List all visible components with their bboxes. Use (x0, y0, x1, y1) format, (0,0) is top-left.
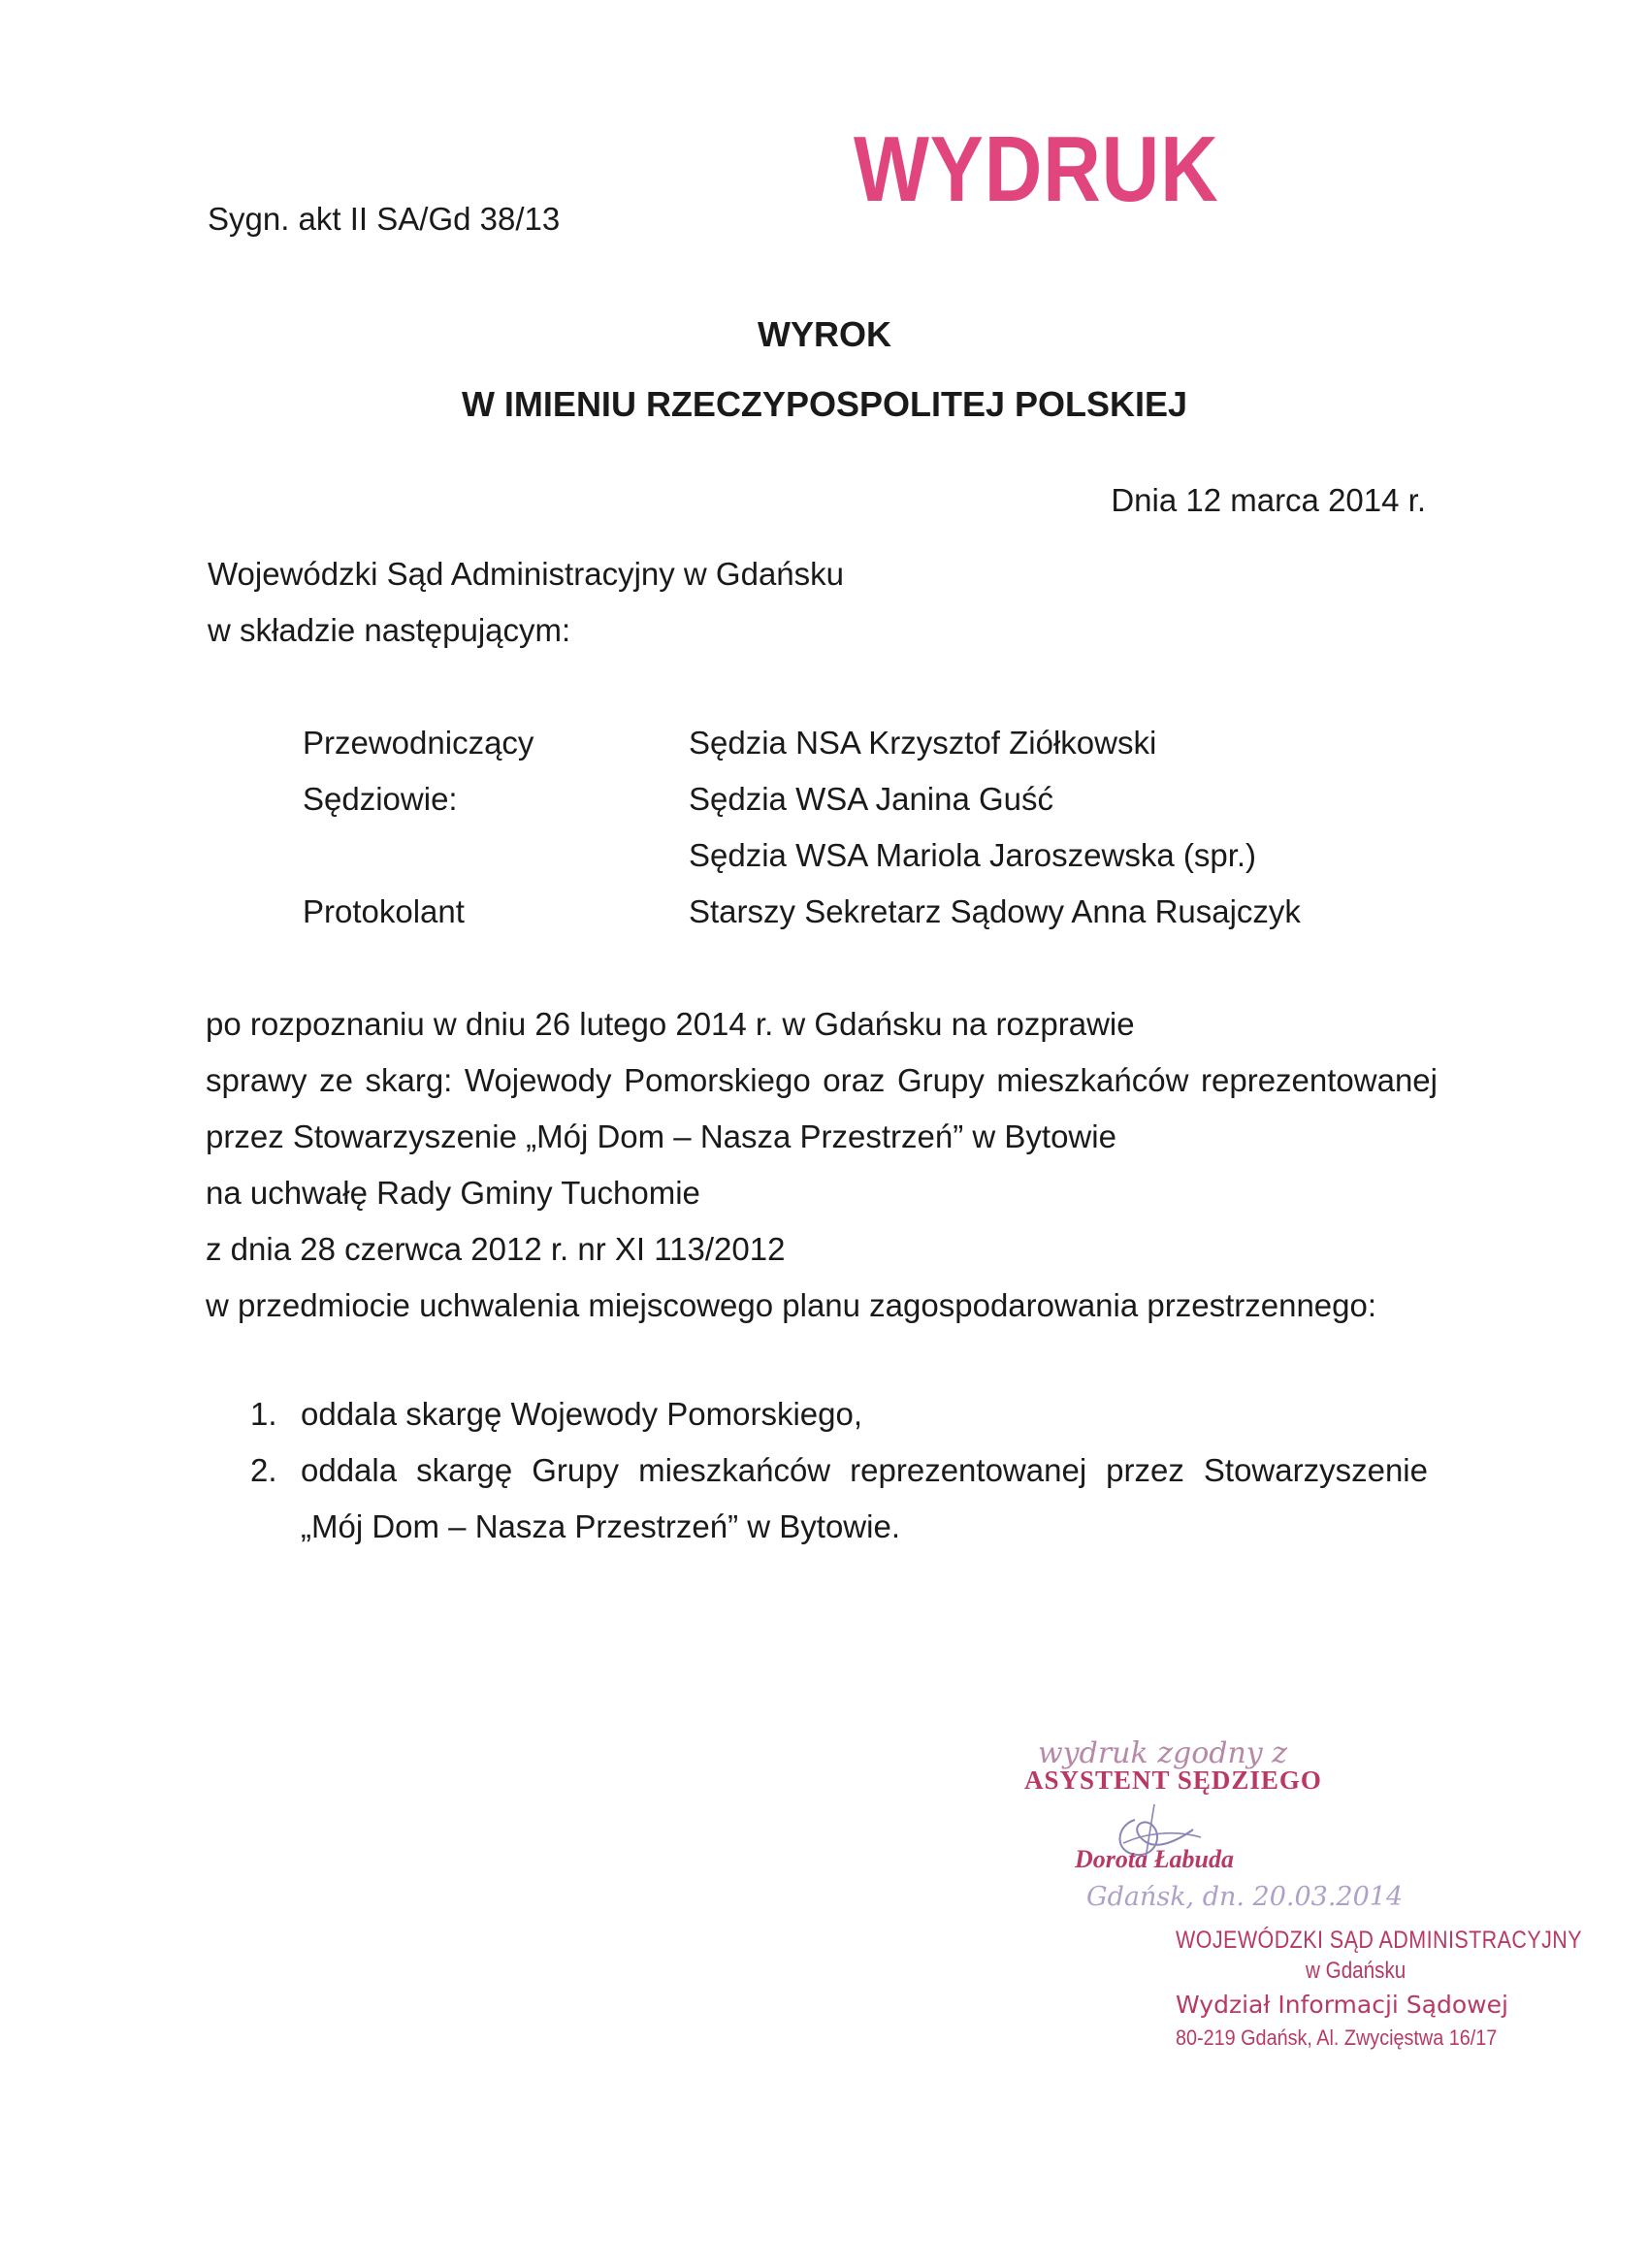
case-description-line: z dnia 28 czerwca 2012 r. nr XI 113/2012 (206, 1231, 786, 1267)
composition-value: Starszy Sekretarz Sądowy Anna Rusajczyk (689, 893, 1301, 929)
wydruk-stamp: WYDRUK (854, 117, 1219, 221)
composition-label: Protokolant (303, 893, 465, 929)
stamp-name: Dorota Łabuda (1075, 1845, 1234, 1873)
ruling-text: oddala skargę Wojewody Pomorskiego, (301, 1396, 863, 1432)
ruling-item (250, 1451, 1428, 1546)
ruling-list (250, 1395, 1428, 1546)
document-subtitle: W IMIENIU RZECZYPOSPOLITEJ POLSKIEJ (461, 384, 1188, 424)
composition-value: Sędzia WSA Mariola Jaroszewska (spr.) (689, 837, 1257, 873)
stamp-address: 80-219 Gdańsk, Al. Zwycięstwa 16/17 (1176, 2025, 1498, 2050)
composition-label: Przewodniczący (303, 725, 534, 761)
composition-value: Sędzia NSA Krzysztof Ziółkowski (689, 725, 1157, 761)
certification-stamp (1009, 1736, 1583, 2076)
ruling-item (250, 1395, 1428, 1451)
case-signature: Sygn. akt II SA/Gd 38/13 (208, 201, 561, 237)
stamp-department: Wydział Informacji Sądowej (1176, 1991, 1508, 2019)
handwritten-note: wydruk zgodny z (1038, 1736, 1288, 1770)
ruling-number: 2. (250, 1452, 277, 1488)
composition-value: Sędzia WSA Janina Guść (689, 781, 1054, 817)
case-description-line: w przedmiocie uchwalenia miejscowego planu zagospodarowania przestrzennego: (206, 1287, 1377, 1323)
case-description-line: sprawy ze skarg: Wojewody Pomorskiego oraz Grupy mieszkańców reprezentowanej (206, 1062, 1438, 1098)
ruling-number: 1. (250, 1396, 277, 1432)
case-description (206, 1005, 1438, 1343)
ruling-text: oddala skargę Grupy mieszkańców reprezentowanej przez Stowarzyszenie (301, 1452, 1428, 1488)
handwritten-date: Gdańsk, dn. 20.03.2014 (1086, 1882, 1404, 1912)
court-composition-intro: w składzie następującym: (208, 612, 571, 648)
document-title: WYROK (758, 314, 891, 354)
case-description-line: na uchwałę Rady Gminy Tuchomie (206, 1175, 700, 1211)
stamp-court-city: w Gdańsku (1306, 1958, 1406, 1984)
stamp-role: ASYSTENT SĘDZIEGO (1024, 1766, 1322, 1795)
case-description-line: po rozpoznaniu w dniu 26 lutego 2014 r. w Gdańsku na rozprawie (206, 1006, 1135, 1042)
court-name: Wojewódzki Sąd Administracyjny w Gdańsku (208, 556, 845, 592)
stamp-court: WOJEWÓDZKI SĄD ADMINISTRACYJNY (1176, 1927, 1583, 1954)
judgment-date: Dnia 12 marca 2014 r. (1111, 482, 1426, 518)
composition-label: Sędziowie: (303, 781, 458, 817)
ruling-text: „Mój Dom – Nasza Przestrzeń” w Bytowie. (301, 1508, 900, 1544)
case-description-line: przez Stowarzyszenie „Mój Dom – Nasza Przestrzeń” w Bytowie (206, 1118, 1116, 1154)
